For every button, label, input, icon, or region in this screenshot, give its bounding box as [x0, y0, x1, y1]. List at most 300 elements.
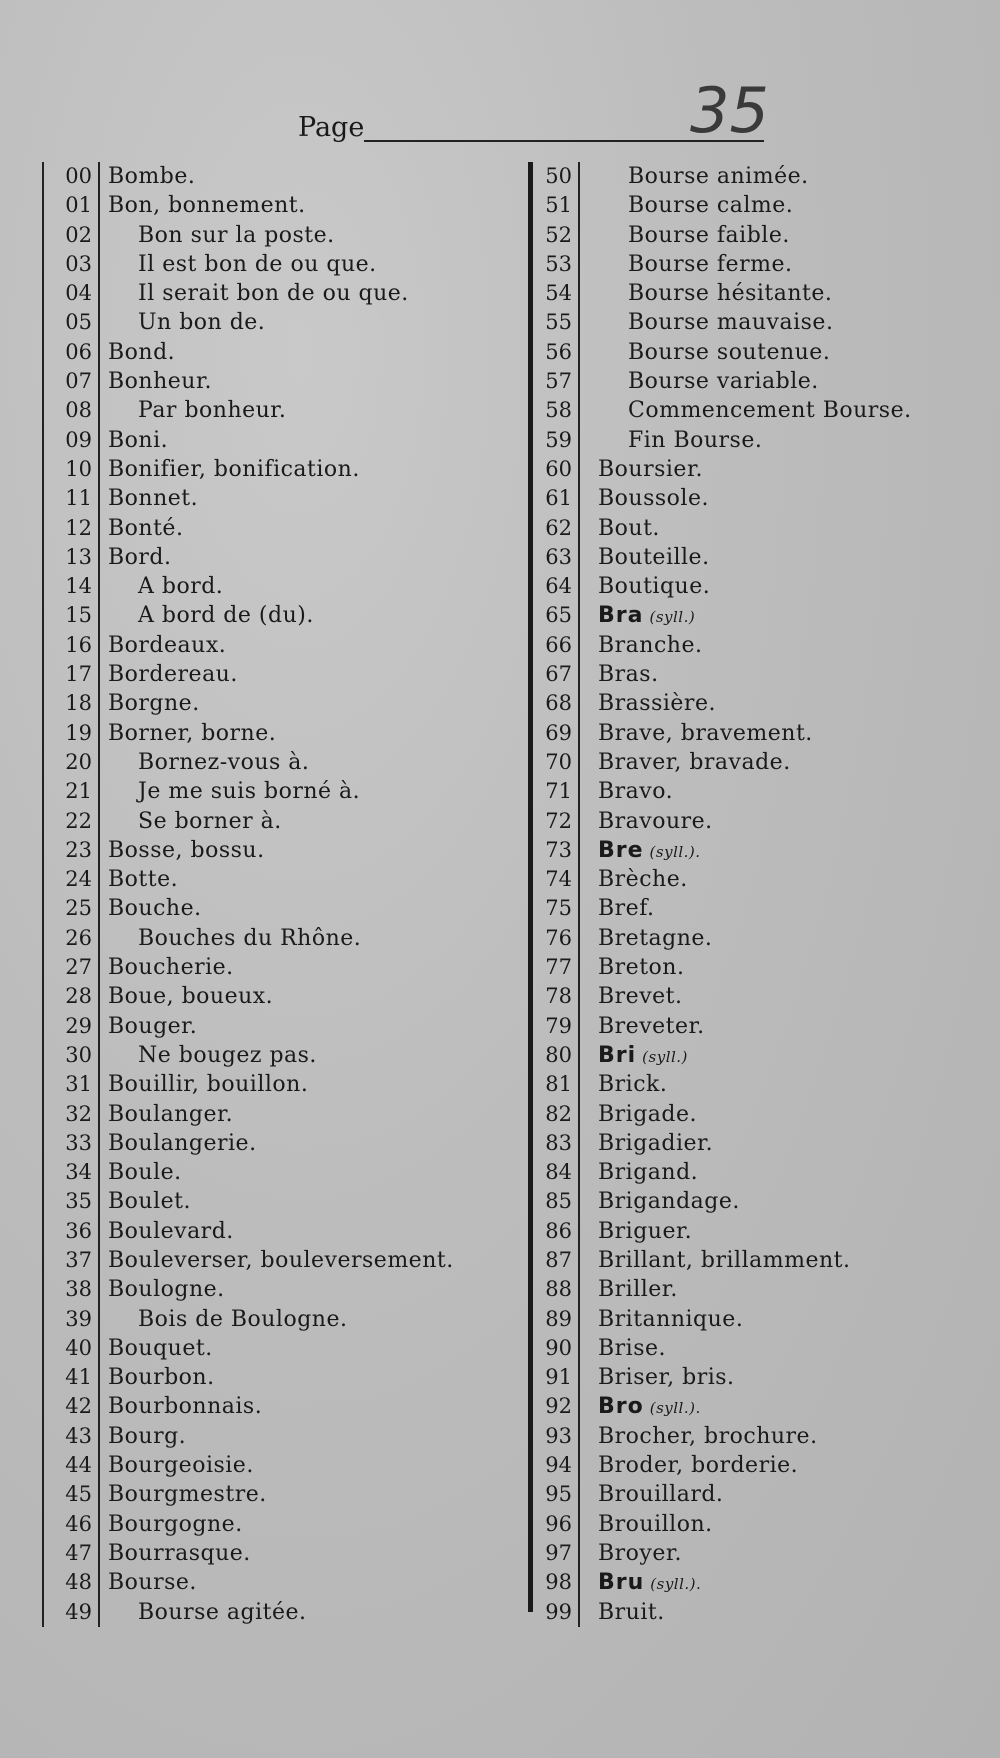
code-word [108, 865, 178, 894]
code-row [516, 836, 956, 865]
code-word [108, 1451, 254, 1480]
code-word-text: Bouillir, bouillon. [108, 1072, 309, 1098]
code-number: 01 [65, 193, 92, 218]
code-number: 69 [545, 720, 572, 745]
code-word-text: Brassière. [598, 691, 716, 717]
code-number: 34 [65, 1160, 92, 1185]
code-word [628, 308, 833, 337]
row-divider [578, 162, 580, 191]
row-divider [98, 396, 100, 425]
code-number: 71 [545, 779, 572, 804]
code-row [42, 396, 512, 425]
code-word [138, 221, 335, 250]
row-divider [578, 426, 580, 455]
code-row [516, 865, 956, 894]
code-row [516, 1158, 956, 1187]
code-word-text: Broyer. [598, 1540, 682, 1566]
code-number: 20 [65, 749, 92, 774]
code-row [42, 1070, 512, 1099]
code-row [42, 1305, 512, 1334]
row-divider [578, 279, 580, 308]
row-divider [98, 1451, 100, 1480]
row-divider [578, 572, 580, 601]
row-divider [578, 221, 580, 250]
code-word [598, 1568, 701, 1599]
code-row [516, 1422, 956, 1451]
row-divider [578, 1392, 580, 1421]
code-row [516, 1100, 956, 1129]
code-number: 09 [65, 427, 92, 452]
code-number: 65 [545, 603, 572, 628]
code-word [108, 1568, 197, 1597]
code-number: 22 [65, 808, 92, 833]
row-divider [578, 689, 580, 718]
code-word [138, 396, 286, 425]
code-word [108, 1158, 182, 1187]
code-number: 99 [545, 1599, 572, 1624]
code-word-text: Boule. [108, 1160, 182, 1186]
row-divider [578, 1041, 580, 1070]
row-divider [98, 1480, 100, 1509]
code-number: 86 [545, 1218, 572, 1243]
row-divider [98, 660, 100, 689]
code-number: 17 [65, 662, 92, 687]
code-number: 92 [545, 1394, 572, 1419]
code-number: 81 [545, 1072, 572, 1097]
code-word-text: Briller. [598, 1277, 678, 1303]
row-divider [578, 953, 580, 982]
row-divider [98, 514, 100, 543]
code-word [628, 250, 792, 279]
row-divider [578, 1568, 580, 1597]
code-number: 04 [65, 281, 92, 306]
code-word [598, 1598, 665, 1627]
row-divider [98, 601, 100, 630]
code-word-text: Brise. [598, 1335, 667, 1361]
row-divider [578, 1070, 580, 1099]
code-word-text: Britannique. [598, 1306, 744, 1332]
code-word-text: Bourse. [108, 1570, 197, 1596]
row-divider [578, 543, 580, 572]
code-row [42, 1334, 512, 1363]
code-row [516, 367, 956, 396]
code-word-text: Brigade. [598, 1101, 698, 1127]
code-row [516, 221, 956, 250]
code-word [598, 1129, 713, 1158]
code-word-text: Bru [598, 1570, 645, 1596]
code-word [598, 543, 710, 572]
code-word-text: Boursier. [598, 456, 704, 482]
code-word [598, 807, 713, 836]
code-number: 85 [545, 1189, 572, 1214]
code-row [42, 1422, 512, 1451]
code-word-text: Brillant, brillamment. [598, 1247, 851, 1273]
code-word [108, 1363, 215, 1392]
code-number: 02 [65, 222, 92, 247]
code-number: 93 [545, 1423, 572, 1448]
code-word-text: Par bonheur. [138, 398, 287, 424]
row-divider [98, 1217, 100, 1246]
code-row [516, 1070, 956, 1099]
code-row [516, 1246, 956, 1275]
code-word-text: Bouger. [108, 1013, 198, 1039]
row-divider [578, 396, 580, 425]
row-divider [98, 953, 100, 982]
code-row [516, 748, 956, 777]
code-row [42, 982, 512, 1011]
syllable-note: (syll.) [642, 1047, 688, 1066]
code-word-text: Bref. [598, 896, 655, 922]
code-row [516, 543, 956, 572]
row-divider [578, 1100, 580, 1129]
code-row [42, 250, 512, 279]
code-number: 63 [545, 544, 572, 569]
code-word [138, 777, 360, 806]
row-divider [98, 1158, 100, 1187]
code-row [516, 807, 956, 836]
code-word [598, 982, 683, 1011]
code-word-text: Briser, bris. [598, 1365, 735, 1391]
code-row [42, 777, 512, 806]
code-number: 58 [545, 398, 572, 423]
code-number: 52 [545, 222, 572, 247]
code-number: 64 [545, 574, 572, 599]
code-row [516, 1568, 956, 1597]
code-number: 30 [65, 1042, 92, 1067]
code-word [598, 484, 709, 513]
code-word-text: Bonifier, bonification. [108, 456, 360, 482]
code-number: 28 [65, 984, 92, 1009]
code-number: 25 [65, 896, 92, 921]
code-word [138, 1305, 347, 1334]
code-row [516, 514, 956, 543]
code-word-text: Bravo. [598, 779, 674, 805]
code-word-text: Bourse ferme. [628, 251, 793, 277]
code-word [598, 1305, 743, 1334]
code-word-text: Boue, boueux. [108, 984, 274, 1010]
code-number: 08 [65, 398, 92, 423]
code-word-text: Bombe. [108, 164, 196, 189]
code-number: 67 [545, 662, 572, 687]
code-row [42, 894, 512, 923]
code-row [42, 484, 512, 513]
code-row [42, 1510, 512, 1539]
code-word-text: Bois de Boulogne. [138, 1306, 348, 1332]
code-word-text: Bourse soutenue. [628, 339, 831, 365]
row-divider [578, 982, 580, 1011]
code-number: 73 [545, 837, 572, 862]
code-word-text: Bourbonnais. [108, 1394, 263, 1420]
code-word [598, 1158, 698, 1187]
row-divider [578, 1305, 580, 1334]
code-word [628, 221, 790, 250]
code-number: 40 [65, 1335, 92, 1360]
code-word-text: Boucherie. [108, 955, 234, 981]
code-word-text: Bourse faible. [628, 222, 790, 248]
code-row [516, 396, 956, 425]
page-number: 35 [690, 74, 769, 147]
code-word-text: A bord de (du). [138, 603, 314, 629]
code-number: 78 [545, 984, 572, 1009]
code-row [516, 1451, 956, 1480]
code-word-text: Bourgmestre. [108, 1482, 267, 1508]
code-word-text: Boulanger. [108, 1101, 234, 1127]
code-row [516, 631, 956, 660]
code-word-text: Boulevard. [108, 1218, 234, 1244]
code-word-text: Bras. [598, 662, 659, 688]
code-number: 75 [545, 896, 572, 921]
code-word-text: Bon sur la poste. [138, 222, 335, 248]
code-number: 19 [65, 720, 92, 745]
code-row [516, 191, 956, 220]
code-word-text: Bretagne. [598, 925, 713, 951]
code-number: 21 [65, 779, 92, 804]
row-divider [98, 279, 100, 308]
code-word [598, 1100, 697, 1129]
row-divider [98, 1187, 100, 1216]
code-word [598, 1422, 818, 1451]
code-word [108, 1100, 233, 1129]
code-word [108, 953, 234, 982]
row-divider [578, 1012, 580, 1041]
code-number: 11 [65, 486, 92, 511]
code-word [598, 865, 688, 894]
code-number: 94 [545, 1453, 572, 1478]
code-row [516, 1275, 956, 1304]
code-word-text: Breton. [598, 955, 685, 981]
code-word-text: Brouillon. [598, 1511, 713, 1537]
row-divider [98, 1246, 100, 1275]
row-divider [578, 1275, 580, 1304]
code-row [42, 1012, 512, 1041]
code-row [516, 250, 956, 279]
code-row [42, 631, 512, 660]
row-divider [98, 426, 100, 455]
code-number: 38 [65, 1277, 92, 1302]
code-row [516, 1041, 956, 1070]
code-word [598, 1334, 666, 1363]
code-word [598, 1187, 740, 1216]
code-word-text: Bri [598, 1042, 637, 1068]
code-number: 89 [545, 1306, 572, 1331]
code-row [516, 953, 956, 982]
code-number: 97 [545, 1540, 572, 1565]
code-number: 27 [65, 955, 92, 980]
row-divider [98, 894, 100, 923]
code-number: 98 [545, 1570, 572, 1595]
code-word-text: Bruit. [598, 1599, 665, 1625]
code-row [42, 308, 512, 337]
row-divider [578, 924, 580, 953]
code-row [42, 338, 512, 367]
code-word [598, 631, 702, 660]
code-word-text: Bouche. [108, 896, 202, 922]
code-word [108, 484, 198, 513]
code-row [516, 484, 956, 513]
row-divider [98, 1012, 100, 1041]
code-word-text: Boulogne. [108, 1277, 225, 1303]
code-row [516, 894, 956, 923]
code-word [598, 1539, 682, 1568]
code-word-text: Brigadier. [598, 1130, 714, 1156]
code-word [598, 748, 791, 777]
code-word-text: Brigand. [598, 1160, 699, 1186]
code-number: 83 [545, 1130, 572, 1155]
code-number: 49 [65, 1599, 92, 1624]
syllable-note: (syll.). [649, 842, 701, 861]
code-number: 70 [545, 749, 572, 774]
code-word-text: Bout. [598, 515, 660, 541]
code-word [598, 1012, 705, 1041]
row-divider [578, 748, 580, 777]
code-row [42, 191, 512, 220]
code-word [108, 1217, 234, 1246]
code-row [42, 1392, 512, 1421]
code-row [516, 1598, 956, 1627]
code-number: 35 [65, 1189, 92, 1214]
code-row [516, 1392, 956, 1421]
code-row [516, 982, 956, 1011]
row-divider [578, 777, 580, 806]
code-row [516, 1480, 956, 1509]
row-divider [578, 367, 580, 396]
code-word [138, 1041, 317, 1070]
row-divider [578, 1334, 580, 1363]
code-word-text: Bourg. [108, 1423, 187, 1449]
code-number: 50 [545, 164, 572, 188]
code-row [42, 514, 512, 543]
code-word-text: Bouquet. [108, 1335, 213, 1361]
code-word-text: Boni. [108, 427, 169, 453]
code-word-text: Branche. [598, 632, 703, 658]
code-number: 54 [545, 281, 572, 306]
code-word-text: Botte. [108, 867, 179, 893]
row-divider [98, 308, 100, 337]
code-word [598, 1392, 701, 1423]
row-divider [98, 1334, 100, 1363]
code-word [138, 308, 265, 337]
code-number: 10 [65, 456, 92, 481]
code-word-text: Un bon de. [138, 310, 266, 336]
code-row [516, 1217, 956, 1246]
code-row [42, 1100, 512, 1129]
code-number: 29 [65, 1013, 92, 1038]
code-word [598, 1041, 688, 1072]
code-word-text: Fin Bourse. [628, 427, 763, 453]
code-number: 74 [545, 867, 572, 892]
row-divider [578, 455, 580, 484]
code-word [598, 1510, 713, 1539]
row-divider [98, 250, 100, 279]
row-divider [98, 1363, 100, 1392]
row-divider [578, 631, 580, 660]
code-word [598, 689, 716, 718]
code-word [598, 953, 684, 982]
code-word [108, 631, 226, 660]
code-word [598, 1363, 735, 1392]
code-row [516, 777, 956, 806]
code-row [42, 865, 512, 894]
code-number: 48 [65, 1570, 92, 1595]
code-word [108, 1070, 308, 1099]
row-divider [578, 1422, 580, 1451]
code-word-text: Bosse, bossu. [108, 837, 265, 863]
code-word [108, 894, 202, 923]
row-divider [578, 601, 580, 630]
code-word [138, 1598, 307, 1627]
code-word-text: Bouteille. [598, 544, 710, 570]
code-word [598, 514, 660, 543]
row-divider [98, 572, 100, 601]
row-divider [98, 1392, 100, 1421]
code-number: 61 [545, 486, 572, 511]
code-number: 06 [65, 339, 92, 364]
code-word [598, 1451, 798, 1480]
code-word-text: Braver, bravade. [598, 749, 791, 775]
code-row [516, 426, 956, 455]
code-number: 96 [545, 1511, 572, 1536]
code-row [516, 1334, 956, 1363]
row-divider [98, 836, 100, 865]
row-divider [578, 894, 580, 923]
code-word-text: Bord. [108, 544, 172, 570]
code-row [42, 221, 512, 250]
code-row [516, 455, 956, 484]
code-word-text: Bourse animée. [628, 164, 809, 189]
code-word-text: Brave, bravement. [598, 720, 813, 746]
code-word-text: Bourse mauvaise. [628, 310, 834, 336]
row-divider [98, 689, 100, 718]
code-word [598, 894, 655, 923]
row-divider [98, 631, 100, 660]
code-word [598, 777, 673, 806]
code-row [516, 279, 956, 308]
code-number: 57 [545, 369, 572, 394]
code-number: 51 [545, 193, 572, 218]
row-divider [98, 1041, 100, 1070]
code-word [598, 836, 701, 867]
row-divider [98, 719, 100, 748]
code-word-text: Bravoure. [598, 808, 713, 834]
code-word [628, 367, 819, 396]
row-divider [98, 455, 100, 484]
code-row [42, 719, 512, 748]
code-word-text: Commencement Bourse. [628, 398, 912, 424]
row-divider [578, 338, 580, 367]
code-word [138, 279, 409, 308]
code-word [108, 1480, 267, 1509]
code-row [516, 1539, 956, 1568]
row-divider [98, 777, 100, 806]
code-word [598, 1480, 723, 1509]
code-row [42, 660, 512, 689]
code-number: 44 [65, 1453, 92, 1478]
code-number: 46 [65, 1511, 92, 1536]
code-row [42, 953, 512, 982]
code-word-text: Bornez-vous à. [138, 749, 310, 775]
code-word [628, 426, 762, 455]
code-row [42, 543, 512, 572]
code-word-text: Bre [598, 837, 644, 863]
code-number: 87 [545, 1247, 572, 1272]
row-divider [98, 1100, 100, 1129]
code-row [42, 1539, 512, 1568]
row-divider [98, 1598, 100, 1627]
code-number: 53 [545, 251, 572, 276]
code-word-text: Bourse agitée. [138, 1599, 307, 1625]
code-word-text: Bordereau. [108, 662, 238, 688]
row-divider [578, 807, 580, 836]
